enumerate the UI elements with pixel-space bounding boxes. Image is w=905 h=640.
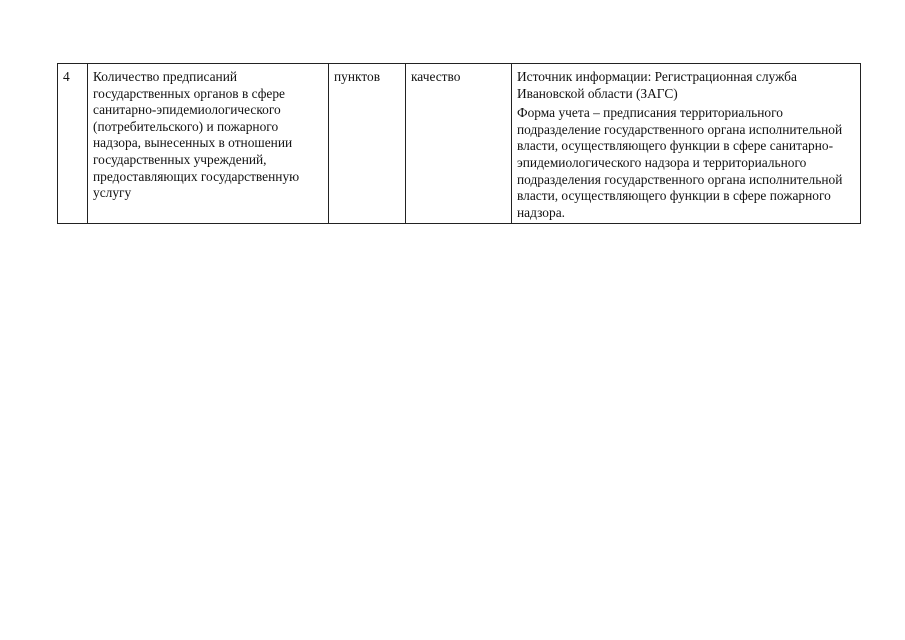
indicator-table (57, 63, 861, 224)
row-number: 4 (63, 69, 70, 84)
source-cell (512, 64, 861, 224)
source-info: Источник информации: Регистрационная служба Ивановской области (ЗАГС) (517, 69, 797, 101)
accounting-form: Форма учета – предписания территориального подразделение государственного органа исполнительной власти, осуществляющего функции в сфере санитарно-эпидемиологического надзора и территориального подразделения государственного органа исполнительной власти, осуществляющего функции в сфере пожарного надзора. (517, 105, 843, 220)
table-row (58, 64, 861, 224)
indicator-name-cell (88, 64, 329, 224)
row-number-cell (58, 64, 88, 224)
indicator-type: качество (411, 69, 461, 84)
indicator-type-cell (406, 64, 512, 224)
indicator-name: Количество предписаний государственных органов в сфере санитарно-эпидемиологического (потребительского) и пожарного надзора, вынесенных в отношении государственных учреждений, предоставляющих государственную услугу (93, 69, 300, 201)
unit-cell (329, 64, 406, 224)
unit-of-measure: пунктов (334, 69, 381, 84)
